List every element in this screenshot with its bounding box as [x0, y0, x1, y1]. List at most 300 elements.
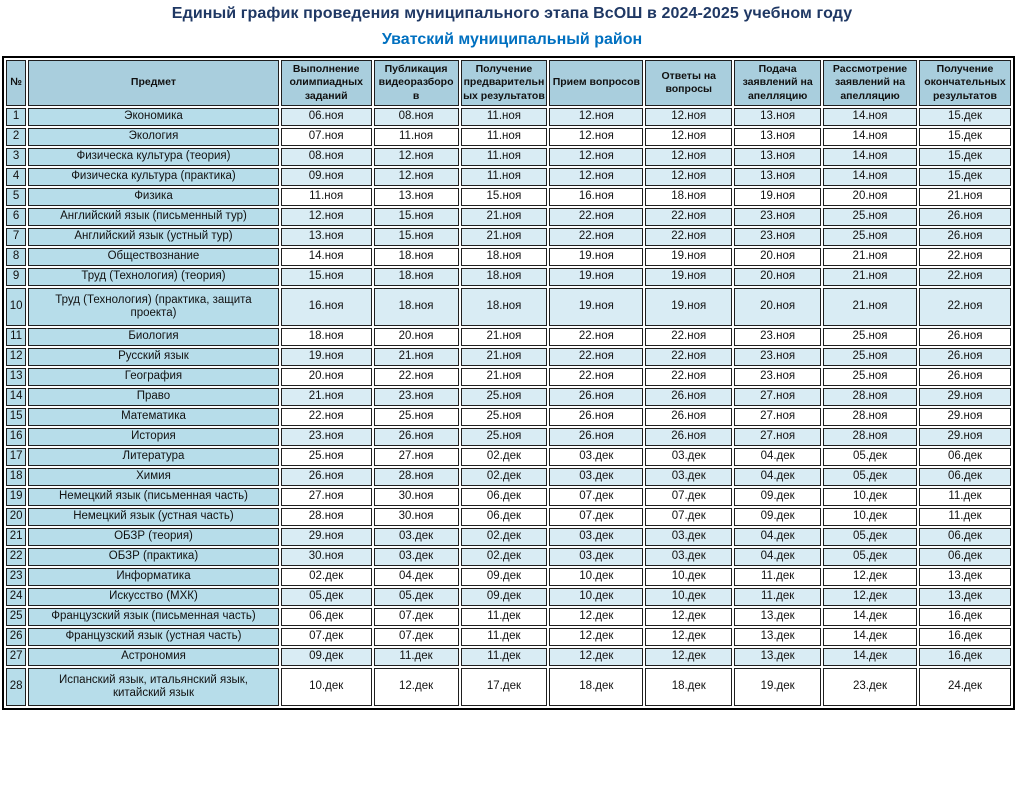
- date-cell: 03.дек: [549, 548, 643, 566]
- date-cell: 26.ноя: [919, 328, 1011, 346]
- date-cell: 20.ноя: [823, 188, 917, 206]
- date-cell: 12.дек: [374, 668, 459, 706]
- row-number-cell: 7: [6, 228, 26, 246]
- date-cell: 07.дек: [281, 628, 372, 646]
- date-cell: 12.ноя: [645, 168, 732, 186]
- date-cell: 17.дек: [461, 668, 548, 706]
- date-cell: 19.ноя: [281, 348, 372, 366]
- date-cell: 21.ноя: [823, 248, 917, 266]
- date-cell: 12.ноя: [549, 168, 643, 186]
- table-row: [6, 328, 1011, 346]
- date-cell: 27.ноя: [281, 488, 372, 506]
- table-row: [6, 248, 1011, 266]
- date-cell: 18.ноя: [645, 188, 732, 206]
- date-cell: 12.дек: [645, 628, 732, 646]
- date-cell: 11.ноя: [461, 108, 548, 126]
- date-cell: 26.ноя: [281, 468, 372, 486]
- date-cell: 12.дек: [823, 568, 917, 586]
- subject-cell: Английский язык (письменный тур): [28, 208, 279, 226]
- date-cell: 12.ноя: [645, 148, 732, 166]
- date-cell: 25.ноя: [461, 428, 548, 446]
- date-cell: 22.ноя: [549, 228, 643, 246]
- date-cell: 26.ноя: [919, 228, 1011, 246]
- subject-cell: Физическа культура (теория): [28, 148, 279, 166]
- date-cell: 23.ноя: [734, 208, 821, 226]
- date-cell: 03.дек: [374, 548, 459, 566]
- row-number-cell: 17: [6, 448, 26, 466]
- date-cell: 23.ноя: [734, 228, 821, 246]
- date-cell: 09.дек: [281, 648, 372, 666]
- date-cell: 21.ноя: [823, 268, 917, 286]
- date-cell: 12.дек: [549, 628, 643, 646]
- date-cell: 12.ноя: [549, 128, 643, 146]
- table-row: [6, 668, 1011, 706]
- table-row: [6, 208, 1011, 226]
- row-number-cell: 8: [6, 248, 26, 266]
- column-header: Получение предварительных результатов: [461, 60, 548, 106]
- column-header: Ответы на вопросы: [645, 60, 732, 106]
- date-cell: 23.дек: [823, 668, 917, 706]
- column-header: Предмет: [28, 60, 279, 106]
- subject-cell: Искусство (МХК): [28, 588, 279, 606]
- date-cell: 18.дек: [645, 668, 732, 706]
- date-cell: 28.ноя: [374, 468, 459, 486]
- subject-cell: Английский язык (устный тур): [28, 228, 279, 246]
- date-cell: 22.ноя: [549, 208, 643, 226]
- date-cell: 19.ноя: [645, 248, 732, 266]
- date-cell: 13.дек: [734, 648, 821, 666]
- row-number-cell: 26: [6, 628, 26, 646]
- date-cell: 22.ноя: [645, 228, 732, 246]
- date-cell: 12.ноя: [645, 128, 732, 146]
- date-cell: 11.дек: [461, 608, 548, 626]
- subject-cell: Физическа культура (практика): [28, 168, 279, 186]
- date-cell: 28.ноя: [823, 428, 917, 446]
- table-row: [6, 148, 1011, 166]
- row-number-cell: 25: [6, 608, 26, 626]
- table-row: [6, 268, 1011, 286]
- date-cell: 14.дек: [823, 648, 917, 666]
- date-cell: 07.дек: [374, 608, 459, 626]
- subject-cell: Математика: [28, 408, 279, 426]
- date-cell: 27.ноя: [374, 448, 459, 466]
- date-cell: 09.ноя: [281, 168, 372, 186]
- date-cell: 26.ноя: [645, 408, 732, 426]
- date-cell: 29.ноя: [919, 388, 1011, 406]
- date-cell: 26.ноя: [645, 428, 732, 446]
- date-cell: 27.ноя: [734, 428, 821, 446]
- date-cell: 11.ноя: [461, 128, 548, 146]
- date-cell: 13.ноя: [281, 228, 372, 246]
- table-row: [6, 228, 1011, 246]
- date-cell: 02.дек: [461, 548, 548, 566]
- row-number-cell: 9: [6, 268, 26, 286]
- date-cell: 13.дек: [919, 588, 1011, 606]
- subject-cell: Физика: [28, 188, 279, 206]
- date-cell: 16.ноя: [281, 288, 372, 326]
- date-cell: 25.ноя: [823, 208, 917, 226]
- row-number-cell: 4: [6, 168, 26, 186]
- subject-cell: Обществознание: [28, 248, 279, 266]
- date-cell: 11.дек: [461, 628, 548, 646]
- row-number-cell: 12: [6, 348, 26, 366]
- date-cell: 30.ноя: [374, 488, 459, 506]
- date-cell: 27.ноя: [734, 408, 821, 426]
- date-cell: 08.ноя: [374, 108, 459, 126]
- date-cell: 10.дек: [645, 568, 732, 586]
- date-cell: 07.дек: [645, 488, 732, 506]
- subject-cell: Французский язык (письменная часть): [28, 608, 279, 626]
- subject-cell: Биология: [28, 328, 279, 346]
- date-cell: 25.ноя: [823, 228, 917, 246]
- row-number-cell: 10: [6, 288, 26, 326]
- date-cell: 21.ноя: [919, 188, 1011, 206]
- row-number-cell: 2: [6, 128, 26, 146]
- date-cell: 15.ноя: [461, 188, 548, 206]
- date-cell: 09.дек: [734, 488, 821, 506]
- date-cell: 22.ноя: [281, 408, 372, 426]
- column-header: Подача заявлений на апелляцию: [734, 60, 821, 106]
- table-row: [6, 488, 1011, 506]
- date-cell: 22.ноя: [645, 368, 732, 386]
- date-cell: 11.дек: [461, 648, 548, 666]
- date-cell: 10.дек: [281, 668, 372, 706]
- table-row: [6, 648, 1011, 666]
- date-cell: 21.ноя: [281, 388, 372, 406]
- date-cell: 16.дек: [919, 628, 1011, 646]
- subject-cell: Астрономия: [28, 648, 279, 666]
- date-cell: 24.дек: [919, 668, 1011, 706]
- row-number-cell: 20: [6, 508, 26, 526]
- table-row: [6, 468, 1011, 486]
- table-row: [6, 628, 1011, 646]
- date-cell: 03.дек: [549, 448, 643, 466]
- date-cell: 15.ноя: [374, 208, 459, 226]
- schedule-body: [6, 108, 1011, 706]
- date-cell: 23.ноя: [734, 368, 821, 386]
- date-cell: 13.ноя: [734, 148, 821, 166]
- date-cell: 18.ноя: [461, 268, 548, 286]
- table-row: [6, 388, 1011, 406]
- date-cell: 09.дек: [734, 508, 821, 526]
- date-cell: 06.дек: [919, 448, 1011, 466]
- date-cell: 13.ноя: [374, 188, 459, 206]
- date-cell: 09.дек: [461, 588, 548, 606]
- date-cell: 03.дек: [374, 528, 459, 546]
- date-cell: 15.дек: [919, 168, 1011, 186]
- subject-cell: География: [28, 368, 279, 386]
- table-row: [6, 428, 1011, 446]
- row-number-cell: 11: [6, 328, 26, 346]
- date-cell: 20.ноя: [734, 248, 821, 266]
- row-number-cell: 14: [6, 388, 26, 406]
- date-cell: 22.ноя: [645, 328, 732, 346]
- date-cell: 08.ноя: [281, 148, 372, 166]
- date-cell: 14.ноя: [823, 108, 917, 126]
- date-cell: 16.дек: [919, 648, 1011, 666]
- date-cell: 30.ноя: [281, 548, 372, 566]
- date-cell: 26.ноя: [919, 348, 1011, 366]
- row-number-cell: 1: [6, 108, 26, 126]
- date-cell: 20.ноя: [734, 288, 821, 326]
- date-cell: 15.ноя: [281, 268, 372, 286]
- date-cell: 22.ноя: [645, 348, 732, 366]
- date-cell: 21.ноя: [374, 348, 459, 366]
- date-cell: 28.ноя: [823, 408, 917, 426]
- date-cell: 14.дек: [823, 628, 917, 646]
- row-number-cell: 5: [6, 188, 26, 206]
- date-cell: 25.ноя: [823, 348, 917, 366]
- date-cell: 26.ноя: [645, 388, 732, 406]
- date-cell: 22.ноя: [919, 268, 1011, 286]
- table-header: [6, 60, 1011, 106]
- date-cell: 22.ноя: [374, 368, 459, 386]
- table-row: [6, 508, 1011, 526]
- table-row: [6, 408, 1011, 426]
- date-cell: 18.ноя: [374, 288, 459, 326]
- date-cell: 10.дек: [645, 588, 732, 606]
- date-cell: 19.ноя: [734, 188, 821, 206]
- subject-cell: Информатика: [28, 568, 279, 586]
- date-cell: 21.ноя: [461, 208, 548, 226]
- date-cell: 03.дек: [645, 468, 732, 486]
- table-row: [6, 168, 1011, 186]
- row-number-cell: 22: [6, 548, 26, 566]
- date-cell: 12.дек: [645, 608, 732, 626]
- date-cell: 23.ноя: [281, 428, 372, 446]
- column-header: Прием вопросов: [549, 60, 643, 106]
- date-cell: 22.ноя: [549, 348, 643, 366]
- date-cell: 16.ноя: [549, 188, 643, 206]
- date-cell: 18.ноя: [281, 328, 372, 346]
- subject-cell: Русский язык: [28, 348, 279, 366]
- date-cell: 25.ноя: [374, 408, 459, 426]
- date-cell: 18.ноя: [461, 248, 548, 266]
- date-cell: 18.ноя: [374, 268, 459, 286]
- subject-cell: Труд (Технология) (теория): [28, 268, 279, 286]
- date-cell: 06.дек: [919, 528, 1011, 546]
- date-cell: 25.ноя: [461, 388, 548, 406]
- date-cell: 21.ноя: [823, 288, 917, 326]
- row-number-cell: 21: [6, 528, 26, 546]
- date-cell: 23.ноя: [734, 348, 821, 366]
- date-cell: 11.ноя: [281, 188, 372, 206]
- date-cell: 15.ноя: [374, 228, 459, 246]
- date-cell: 21.ноя: [461, 368, 548, 386]
- date-cell: 22.ноя: [919, 248, 1011, 266]
- date-cell: 21.ноя: [461, 328, 548, 346]
- date-cell: 07.дек: [549, 488, 643, 506]
- date-cell: 03.дек: [549, 528, 643, 546]
- table-row: [6, 348, 1011, 366]
- row-number-cell: 18: [6, 468, 26, 486]
- date-cell: 11.дек: [919, 508, 1011, 526]
- date-cell: 11.дек: [734, 568, 821, 586]
- subject-cell: ОБЗР (практика): [28, 548, 279, 566]
- row-number-cell: 6: [6, 208, 26, 226]
- date-cell: 06.дек: [461, 488, 548, 506]
- date-cell: 14.ноя: [823, 128, 917, 146]
- date-cell: 13.ноя: [734, 168, 821, 186]
- date-cell: 21.ноя: [461, 348, 548, 366]
- date-cell: 03.дек: [549, 468, 643, 486]
- date-cell: 05.дек: [281, 588, 372, 606]
- date-cell: 05.дек: [374, 588, 459, 606]
- date-cell: 12.дек: [549, 648, 643, 666]
- date-cell: 20.ноя: [734, 268, 821, 286]
- date-cell: 10.дек: [549, 568, 643, 586]
- date-cell: 04.дек: [734, 548, 821, 566]
- row-number-cell: 28: [6, 668, 26, 706]
- date-cell: 23.ноя: [374, 388, 459, 406]
- date-cell: 14.ноя: [823, 168, 917, 186]
- date-cell: 02.дек: [461, 468, 548, 486]
- table-row: [6, 548, 1011, 566]
- date-cell: 07.дек: [549, 508, 643, 526]
- date-cell: 21.ноя: [461, 228, 548, 246]
- table-row: [6, 108, 1011, 126]
- subject-cell: История: [28, 428, 279, 446]
- date-cell: 28.ноя: [823, 388, 917, 406]
- subject-cell: Французский язык (устная часть): [28, 628, 279, 646]
- row-number-cell: 13: [6, 368, 26, 386]
- date-cell: 11.дек: [374, 648, 459, 666]
- date-cell: 03.дек: [645, 548, 732, 566]
- date-cell: 19.дек: [734, 668, 821, 706]
- date-cell: 14.ноя: [823, 148, 917, 166]
- row-number-cell: 15: [6, 408, 26, 426]
- date-cell: 10.дек: [549, 588, 643, 606]
- date-cell: 04.дек: [734, 528, 821, 546]
- date-cell: 03.дек: [645, 448, 732, 466]
- date-cell: 11.дек: [919, 488, 1011, 506]
- table-row: [6, 568, 1011, 586]
- subject-cell: Право: [28, 388, 279, 406]
- date-cell: 19.ноя: [549, 248, 643, 266]
- date-cell: 22.ноя: [919, 288, 1011, 326]
- date-cell: 03.дек: [645, 528, 732, 546]
- date-cell: 13.дек: [919, 568, 1011, 586]
- table-row: [6, 588, 1011, 606]
- date-cell: 20.ноя: [374, 328, 459, 346]
- date-cell: 12.ноя: [281, 208, 372, 226]
- date-cell: 13.ноя: [734, 108, 821, 126]
- table-row: [6, 368, 1011, 386]
- date-cell: 14.дек: [823, 608, 917, 626]
- date-cell: 19.ноя: [645, 288, 732, 326]
- date-cell: 05.дек: [823, 548, 917, 566]
- date-cell: 06.дек: [461, 508, 548, 526]
- date-cell: 02.дек: [461, 528, 548, 546]
- date-cell: 02.дек: [461, 448, 548, 466]
- subject-cell: ОБЗР (теория): [28, 528, 279, 546]
- column-header: №: [6, 60, 26, 106]
- row-number-cell: 24: [6, 588, 26, 606]
- date-cell: 04.дек: [734, 448, 821, 466]
- column-header: Рассмотрение заявлений на апелляцию: [823, 60, 917, 106]
- date-cell: 07.дек: [645, 508, 732, 526]
- subject-cell: Немецкий язык (письменная часть): [28, 488, 279, 506]
- column-header: Публикация видеоразборов: [374, 60, 459, 106]
- row-number-cell: 16: [6, 428, 26, 446]
- date-cell: 27.ноя: [734, 388, 821, 406]
- date-cell: 29.ноя: [281, 528, 372, 546]
- date-cell: 25.ноя: [823, 368, 917, 386]
- date-cell: 22.ноя: [645, 208, 732, 226]
- subject-cell: Химия: [28, 468, 279, 486]
- date-cell: 26.ноя: [549, 408, 643, 426]
- date-cell: 11.ноя: [374, 128, 459, 146]
- date-cell: 06.дек: [919, 468, 1011, 486]
- olympiad-schedule-table: [2, 56, 1015, 710]
- date-cell: 04.дек: [734, 468, 821, 486]
- subject-cell: Испанский язык, итальянский язык, китайский язык: [28, 668, 279, 706]
- subject-cell: Литература: [28, 448, 279, 466]
- date-cell: 11.ноя: [461, 148, 548, 166]
- date-cell: 20.ноя: [281, 368, 372, 386]
- date-cell: 18.дек: [549, 668, 643, 706]
- date-cell: 12.ноя: [374, 148, 459, 166]
- date-cell: 29.ноя: [919, 428, 1011, 446]
- date-cell: 04.дек: [374, 568, 459, 586]
- date-cell: 11.ноя: [461, 168, 548, 186]
- date-cell: 19.ноя: [645, 268, 732, 286]
- subject-cell: Экология: [28, 128, 279, 146]
- date-cell: 30.ноя: [374, 508, 459, 526]
- column-header: Получение окончательных результатов: [919, 60, 1011, 106]
- date-cell: 23.ноя: [734, 328, 821, 346]
- date-cell: 06.дек: [919, 548, 1011, 566]
- date-cell: 05.дек: [823, 448, 917, 466]
- header-row: [6, 60, 1011, 106]
- table-row: [6, 128, 1011, 146]
- column-header: Выполнение олимпиадных заданий: [281, 60, 372, 106]
- date-cell: 29.ноя: [919, 408, 1011, 426]
- date-cell: 07.дек: [374, 628, 459, 646]
- date-cell: 09.дек: [461, 568, 548, 586]
- subject-cell: Труд (Технология) (практика, защита проекта): [28, 288, 279, 326]
- date-cell: 02.дек: [281, 568, 372, 586]
- date-cell: 12.ноя: [549, 148, 643, 166]
- date-cell: 15.дек: [919, 108, 1011, 126]
- subject-cell: Экономика: [28, 108, 279, 126]
- date-cell: 25.ноя: [823, 328, 917, 346]
- date-cell: 15.дек: [919, 128, 1011, 146]
- date-cell: 06.ноя: [281, 108, 372, 126]
- date-cell: 12.дек: [823, 588, 917, 606]
- subject-cell: Немецкий язык (устная часть): [28, 508, 279, 526]
- page-subtitle: Уватский муниципальный район: [381, 31, 643, 48]
- date-cell: 22.ноя: [549, 368, 643, 386]
- date-cell: 16.дек: [919, 608, 1011, 626]
- row-number-cell: 27: [6, 648, 26, 666]
- date-cell: 13.дек: [734, 608, 821, 626]
- date-cell: 19.ноя: [549, 268, 643, 286]
- date-cell: 12.ноя: [374, 168, 459, 186]
- date-cell: 22.ноя: [549, 328, 643, 346]
- row-number-cell: 19: [6, 488, 26, 506]
- date-cell: 26.ноя: [549, 388, 643, 406]
- date-cell: 10.дек: [823, 488, 917, 506]
- table-row: [6, 528, 1011, 546]
- date-cell: 25.ноя: [461, 408, 548, 426]
- table-row: [6, 288, 1011, 326]
- date-cell: 07.ноя: [281, 128, 372, 146]
- date-cell: 13.ноя: [734, 128, 821, 146]
- date-cell: 11.дек: [734, 588, 821, 606]
- date-cell: 28.ноя: [281, 508, 372, 526]
- row-number-cell: 23: [6, 568, 26, 586]
